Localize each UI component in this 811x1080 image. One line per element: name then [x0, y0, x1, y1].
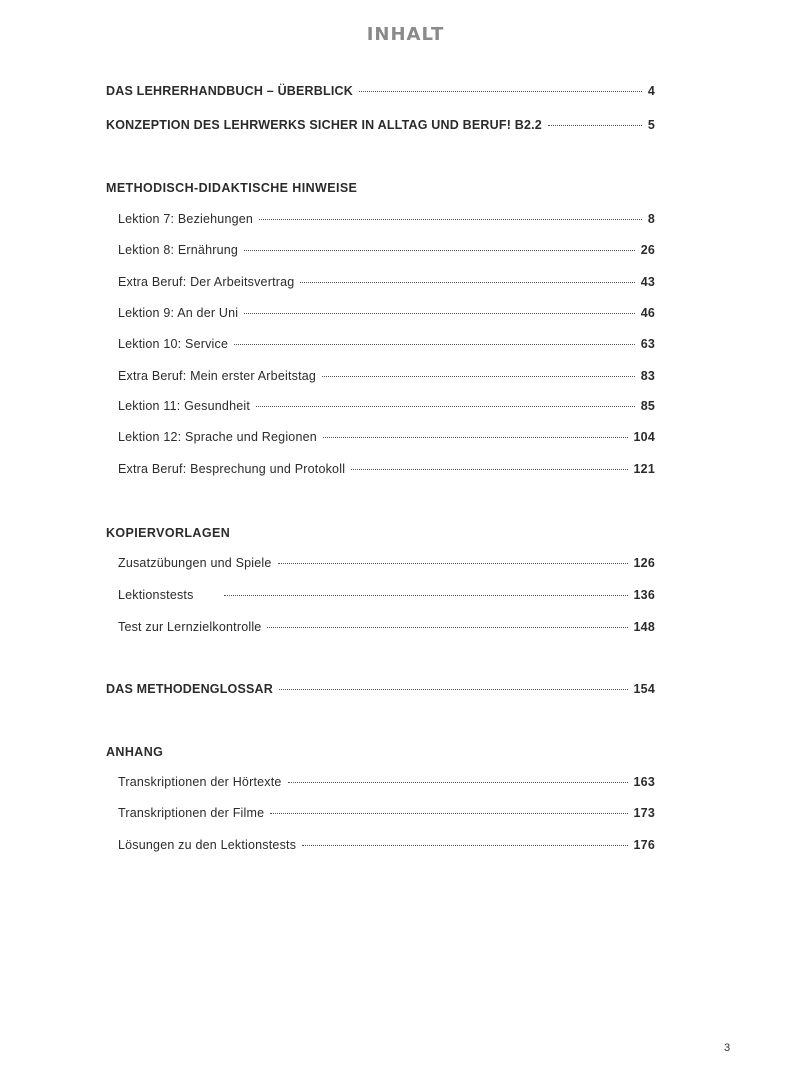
toc-entry-label: Lektion 11: Gesundheit	[118, 399, 251, 413]
toc-entry-glossar[interactable]	[106, 682, 655, 702]
dot-leader	[279, 689, 628, 690]
toc-entry[interactable]	[118, 212, 655, 232]
toc-entry-page: 104	[633, 430, 655, 444]
toc-entry-label: Extra Beruf: Besprechung und Protokoll	[118, 462, 346, 476]
toc-entry[interactable]	[118, 243, 655, 263]
dot-leader	[224, 595, 628, 596]
dot-leader	[267, 627, 627, 628]
dot-leader	[302, 845, 627, 846]
toc-entry[interactable]	[118, 588, 655, 608]
toc-entry-page: 26	[640, 243, 655, 257]
toc-entry-page: 176	[633, 838, 655, 852]
dot-leader	[548, 125, 642, 126]
dot-leader	[351, 469, 627, 470]
toc-entry[interactable]	[118, 337, 655, 357]
toc-entry[interactable]	[118, 462, 655, 482]
toc-entry[interactable]	[118, 399, 655, 419]
toc-entry-label: Test zur Lernzielkontrolle	[118, 620, 262, 634]
toc-entry[interactable]	[118, 620, 655, 640]
dot-leader	[244, 250, 635, 251]
toc-entry-page: 154	[633, 682, 655, 696]
toc-entry-page: 46	[640, 306, 655, 320]
dot-leader	[322, 376, 635, 377]
section-heading-methodisch: METHODISCH-DIDAKTISCHE HINWEISE	[106, 181, 358, 195]
page-title: INHALT	[366, 24, 445, 45]
toc-entry[interactable]	[118, 306, 655, 326]
toc-entry-page: 173	[633, 806, 655, 820]
section-heading-kopiervorlagen: KOPIERVORLAGEN	[106, 526, 231, 540]
toc-entry-label: Zusatzübungen und Spiele	[118, 556, 272, 570]
toc-entry-page: 126	[633, 556, 655, 570]
toc-entry[interactable]	[118, 430, 655, 450]
toc-entry-label: Extra Beruf: Der Arbeitsvertrag	[118, 275, 295, 289]
toc-entry-label: Lösungen zu den Lektionstests	[118, 838, 297, 852]
toc-entry-page: 121	[633, 462, 655, 476]
toc-entry-label: Transkriptionen der Hörtexte	[118, 775, 282, 789]
toc-entry-overview[interactable]	[106, 84, 655, 104]
toc-entry-page: 85	[640, 399, 655, 413]
dot-leader	[234, 344, 635, 345]
toc-entry[interactable]	[118, 806, 655, 826]
dot-leader	[359, 91, 642, 92]
toc-entry-label: Lektion 12: Sprache und Regionen	[118, 430, 317, 444]
toc-entry-page: 163	[633, 775, 655, 789]
toc-entry-label: Extra Beruf: Mein erster Arbeitstag	[118, 369, 317, 383]
toc-entry-page: 63	[640, 337, 655, 351]
toc-entry-label: Lektion 7: Beziehungen	[118, 212, 254, 226]
page-number: 3	[724, 1042, 731, 1054]
dot-leader	[323, 437, 628, 438]
toc-entry[interactable]	[118, 369, 655, 389]
toc-entry-label: Transkriptionen der Filme	[118, 806, 265, 820]
toc-entry-page: 8	[647, 212, 655, 226]
dot-leader	[259, 219, 642, 220]
toc-entry-page: 136	[633, 588, 655, 602]
dot-leader	[300, 282, 634, 283]
toc-entry-label: Lektion 10: Service	[118, 337, 229, 351]
toc-entry[interactable]	[118, 775, 655, 795]
dot-leader	[244, 313, 634, 314]
toc-entry-page: 148	[633, 620, 655, 634]
toc-entry[interactable]	[118, 838, 655, 858]
toc-entry-page: 83	[640, 369, 655, 383]
toc-entry-conception[interactable]	[106, 118, 655, 138]
toc-entry-label: DAS LEHRERHANDBUCH – ÜBERBLICK	[106, 84, 353, 98]
toc-entry-label: Lektion 8: Ernährung	[118, 243, 239, 257]
toc-entry-label: Lektion 9: An der Uni	[118, 306, 239, 320]
toc-entry-page: 43	[640, 275, 655, 289]
toc-entry-label: Lektionstests	[118, 588, 194, 602]
dot-leader	[278, 563, 628, 564]
toc-entry-label: KONZEPTION DES LEHRWERKS SICHER IN ALLTAG UND BERUF! B2.2	[106, 118, 542, 132]
toc-entry-page: 5	[647, 118, 655, 132]
dot-leader	[288, 782, 628, 783]
dot-leader	[256, 406, 635, 407]
section-heading-anhang: ANHANG	[106, 745, 164, 759]
toc-entry-page: 4	[647, 84, 655, 98]
dot-leader	[270, 813, 627, 814]
toc-entry[interactable]	[118, 556, 655, 576]
toc-entry-label: DAS METHODENGLOSSAR	[106, 682, 274, 696]
toc-entry[interactable]	[118, 275, 655, 295]
